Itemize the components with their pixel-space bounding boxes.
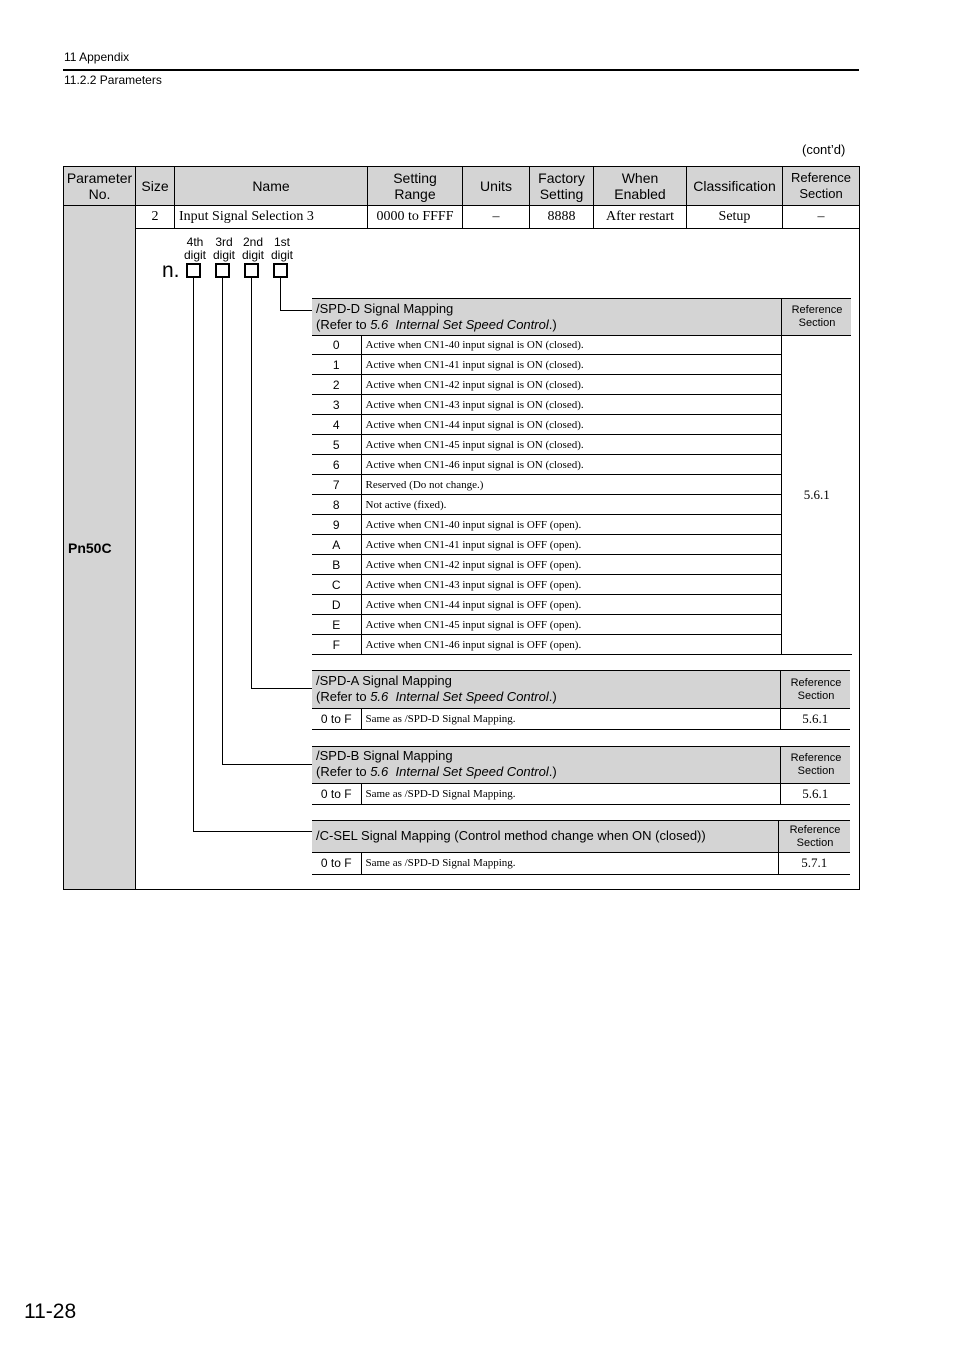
spd-d-title: /SPD-D Signal Mapping: [316, 301, 454, 316]
spd-b-header: [312, 746, 850, 784]
units-value: –: [463, 206, 530, 229]
spd-a-rows: [312, 708, 850, 730]
spd-d-code: A: [312, 535, 361, 555]
table-row: [312, 375, 852, 395]
spd-d-code: 5: [312, 435, 361, 455]
connector-3rd-vertical: [222, 278, 223, 764]
spd-d-desc: Active when CN1-40 input signal is ON (closed).: [361, 335, 781, 355]
spd-d-code: 3: [312, 395, 361, 415]
spd-d-code: 7: [312, 475, 361, 495]
table-row: [312, 595, 852, 615]
spd-b-ref-label: Reference Section: [780, 746, 851, 784]
name-value: Input Signal Selection 3: [175, 206, 368, 229]
param-number: Pn50C: [64, 206, 136, 890]
size-value: 2: [136, 206, 175, 229]
spd-d-desc: Reserved (Do not change.): [361, 475, 781, 495]
spd-a-title: /SPD-A Signal Mapping: [316, 673, 452, 688]
reference-value: –: [783, 206, 860, 229]
connector-4th-horizontal: [193, 831, 312, 832]
table-row: [312, 615, 852, 635]
spd-b-title: /SPD-B Signal Mapping: [316, 748, 453, 763]
col-header-classification: Classification: [687, 167, 783, 206]
col-header-param-no: Parameter No.: [64, 167, 136, 206]
section-heading: 11.2.2 Parameters: [64, 73, 162, 87]
spd-d-code: 8: [312, 495, 361, 515]
table-row: [312, 495, 852, 515]
table-row: [312, 355, 852, 375]
classification-value: Setup: [687, 206, 783, 229]
digit-label-1st: 1st digit: [270, 235, 293, 262]
spd-a-refer: (Refer to 5.6 Internal Set Speed Control.): [316, 689, 557, 704]
spd-d-code: 1: [312, 355, 361, 375]
table-row: [312, 555, 852, 575]
c-sel-desc: Same as /SPD-D Signal Mapping.: [361, 852, 778, 875]
factory-value: 8888: [530, 206, 594, 229]
spd-d-desc: Active when CN1-45 input signal is ON (closed).: [361, 435, 781, 455]
page-number: 11-28: [24, 1300, 77, 1323]
connector-4th-vertical: [193, 278, 194, 831]
col-header-name: Name: [175, 167, 368, 206]
spd-d-desc: Active when CN1-44 input signal is ON (closed).: [361, 415, 781, 435]
spd-d-rows: [312, 335, 852, 655]
spd-d-desc: Active when CN1-41 input signal is OFF (open).: [361, 535, 781, 555]
spd-d-code: E: [312, 615, 361, 635]
table-row: [312, 783, 850, 805]
chapter-heading: 11 Appendix: [64, 50, 130, 64]
spd-b-rows: [312, 783, 850, 805]
digit-box-3rd: [215, 263, 230, 278]
spd-a-ref-label: Reference Section: [780, 670, 851, 709]
connector-1st-vertical: [280, 278, 281, 310]
table-row: [312, 455, 852, 475]
c-sel-reference: 5.7.1: [778, 852, 850, 875]
spd-d-code: 9: [312, 515, 361, 535]
c-sel-header: [312, 820, 850, 853]
c-sel-code: 0 to F: [312, 852, 361, 875]
continued-label: (cont’d): [802, 142, 846, 157]
spd-d-code: 0: [312, 335, 361, 355]
table-row: [312, 515, 852, 535]
table-row: [312, 852, 850, 875]
table-row: [312, 335, 852, 355]
spd-d-desc: Not active (fixed).: [361, 495, 781, 515]
spd-d-desc: Active when CN1-42 input signal is OFF (open).: [361, 555, 781, 575]
col-header-reference: Reference Section: [783, 167, 860, 206]
spd-d-desc: Active when CN1-43 input signal is OFF (open).: [361, 575, 781, 595]
table-row: [312, 475, 852, 495]
c-sel-ref-label: Reference Section: [778, 820, 851, 853]
table-row: [312, 708, 850, 730]
digit-box-1st: [273, 263, 288, 278]
spd-a-code: 0 to F: [312, 708, 361, 730]
digit-prefix: n.: [162, 259, 180, 282]
spd-d-reference: 5.6.1: [781, 335, 852, 655]
spd-b-refer: (Refer to 5.6 Internal Set Speed Control.): [316, 764, 557, 779]
connector-2nd-vertical: [251, 278, 252, 688]
spd-a-desc: Same as /SPD-D Signal Mapping.: [361, 708, 780, 730]
table-row: [312, 635, 852, 655]
connector-3rd-horizontal: [222, 764, 312, 765]
spd-b-reference: 5.6.1: [780, 783, 850, 805]
spd-a-header: [312, 670, 850, 709]
col-header-when-enabled: When Enabled: [594, 167, 687, 206]
spd-b-code: 0 to F: [312, 783, 361, 805]
spd-d-desc: Active when CN1-43 input signal is ON (closed).: [361, 395, 781, 415]
c-sel-title: /C-SEL Signal Mapping (Control method change when ON (closed)): [316, 828, 706, 843]
spd-d-desc: Active when CN1-40 input signal is OFF (open).: [361, 515, 781, 535]
spd-d-refer: (Refer to 5.6 Internal Set Speed Control.): [316, 317, 557, 332]
digit-label-3rd: 3rd digit: [212, 235, 235, 262]
connector-1st-horizontal: [280, 310, 312, 311]
spd-d-desc: Active when CN1-44 input signal is OFF (open).: [361, 595, 781, 615]
connector-2nd-horizontal: [251, 688, 312, 689]
spd-d-code: F: [312, 635, 361, 655]
spd-d-ref-label: Reference Section: [781, 298, 852, 336]
spd-d-desc: Active when CN1-41 input signal is ON (closed).: [361, 355, 781, 375]
digit-label-4th: 4th digit: [183, 235, 206, 262]
spd-d-code: 4: [312, 415, 361, 435]
spd-d-desc: Active when CN1-46 input signal is OFF (open).: [361, 635, 781, 655]
digit-box-2nd: [244, 263, 259, 278]
spd-d-code: D: [312, 595, 361, 615]
table-row: [312, 535, 852, 555]
spd-d-code: 2: [312, 375, 361, 395]
range-value: 0000 to FFFF: [368, 206, 463, 229]
c-sel-rows: [312, 852, 850, 875]
col-header-factory-setting: Factory Setting: [530, 167, 594, 206]
spd-a-reference: 5.6.1: [780, 708, 850, 730]
col-header-setting-range: Setting Range: [368, 167, 463, 206]
table-row: [312, 415, 852, 435]
spd-d-desc: Active when CN1-42 input signal is ON (closed).: [361, 375, 781, 395]
digit-label-2nd: 2nd digit: [241, 235, 264, 262]
col-header-units: Units: [463, 167, 530, 206]
spd-b-desc: Same as /SPD-D Signal Mapping.: [361, 783, 780, 805]
digit-box-4th: [186, 263, 201, 278]
spd-d-desc: Active when CN1-46 input signal is ON (closed).: [361, 455, 781, 475]
spd-d-code: B: [312, 555, 361, 575]
header-rule: [63, 69, 859, 71]
spd-d-code: 6: [312, 455, 361, 475]
col-header-size: Size: [136, 167, 175, 206]
spd-d-header: [312, 298, 851, 336]
spd-d-code: C: [312, 575, 361, 595]
table-row: [312, 395, 852, 415]
enabled-value: After restart: [594, 206, 687, 229]
spd-d-desc: Active when CN1-45 input signal is OFF (open).: [361, 615, 781, 635]
table-row: [312, 435, 852, 455]
table-row: [312, 575, 852, 595]
